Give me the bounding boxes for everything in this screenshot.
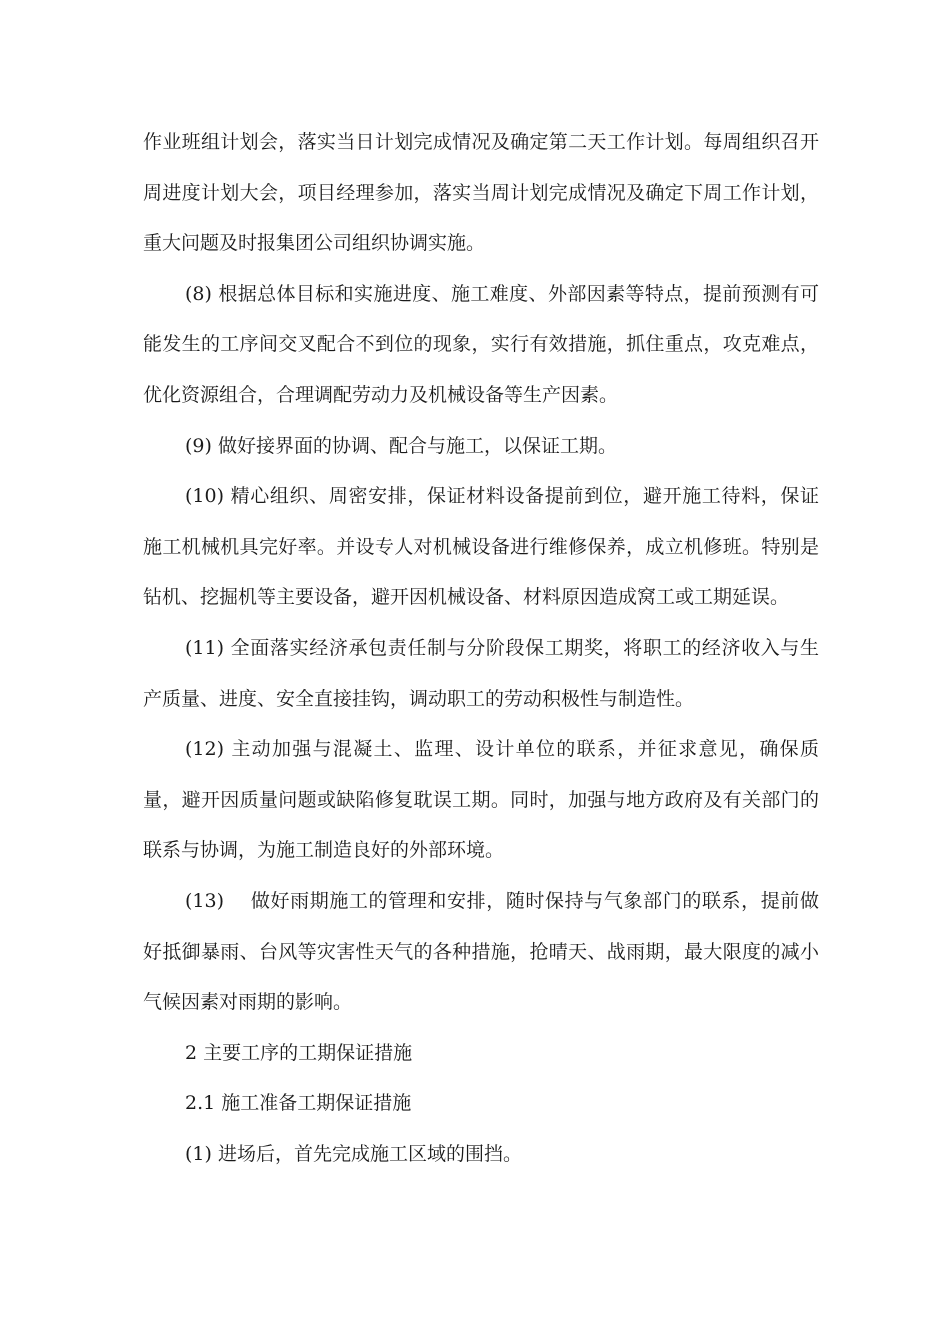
section-heading-2-1: 2.1 施工准备工期保证措施 xyxy=(185,1092,412,1115)
paragraph-item-8: (8) 根据总体目标和实施进度、施工难度、外部因素等特点，提前预测有可能发生的工序间交叉配合不到位的现象，实行有效措施，抓住重点，攻克难点，优化资源组合，合理调配劳动力及机械设备等生产因素。 xyxy=(143,282,819,406)
paragraph-item-13: (13) 做好雨期施工的管理和安排，随时保持与气象部门的联系，提前做好抵御暴雨、台风等灾害性天气的各种措施，抢晴天、战雨期，最大限度的减小气候因素对雨期的影响。 xyxy=(143,889,819,1014)
paragraph-item-11: (11) 全面落实经济承包责任制与分阶段保工期奖，将职工的经济收入与生产质量、进度、安全直接挂钩，调动职工的劳动积极性与制造性。 xyxy=(143,636,819,710)
paragraph-item-9: (9) 做好接界面的协调、配合与施工，以保证工期。 xyxy=(185,434,617,457)
paragraph-continuation: 作业班组计划会，落实当日计划完成情况及确定第二天工作计划。每周组织召开周进度计划大会，项目经理参加，落实当周计划完成情况及确定下周工作计划，重大问题及时报集团公司组织协调实施。 xyxy=(143,131,819,255)
paragraph-item-1: (1) 进场后，首先完成施工区域的围挡。 xyxy=(185,1142,522,1165)
paragraph-item-10: (10) 精心组织、周密安排，保证材料设备提前到位，避开施工待料，保证施工机械机具完好率。并设专人对机械设备进行维修保养，成立机修班。特别是钻机、挖掘机等主要设备，避开因机械设备、材料原因造成窝工或工期延误。 xyxy=(143,485,819,609)
section-heading-2: 2 主要工序的工期保证措施 xyxy=(185,1041,413,1064)
document-body xyxy=(143,117,819,1179)
paragraph-item-12: (12) 主动加强与混凝土、监理、设计单位的联系，并征求意见，确保质量，避开因质量问题或缺陷修复耽误工期。同时，加强与地方政府及有关部门的联系与协调，为施工制造良好的外部环境。 xyxy=(143,738,819,862)
